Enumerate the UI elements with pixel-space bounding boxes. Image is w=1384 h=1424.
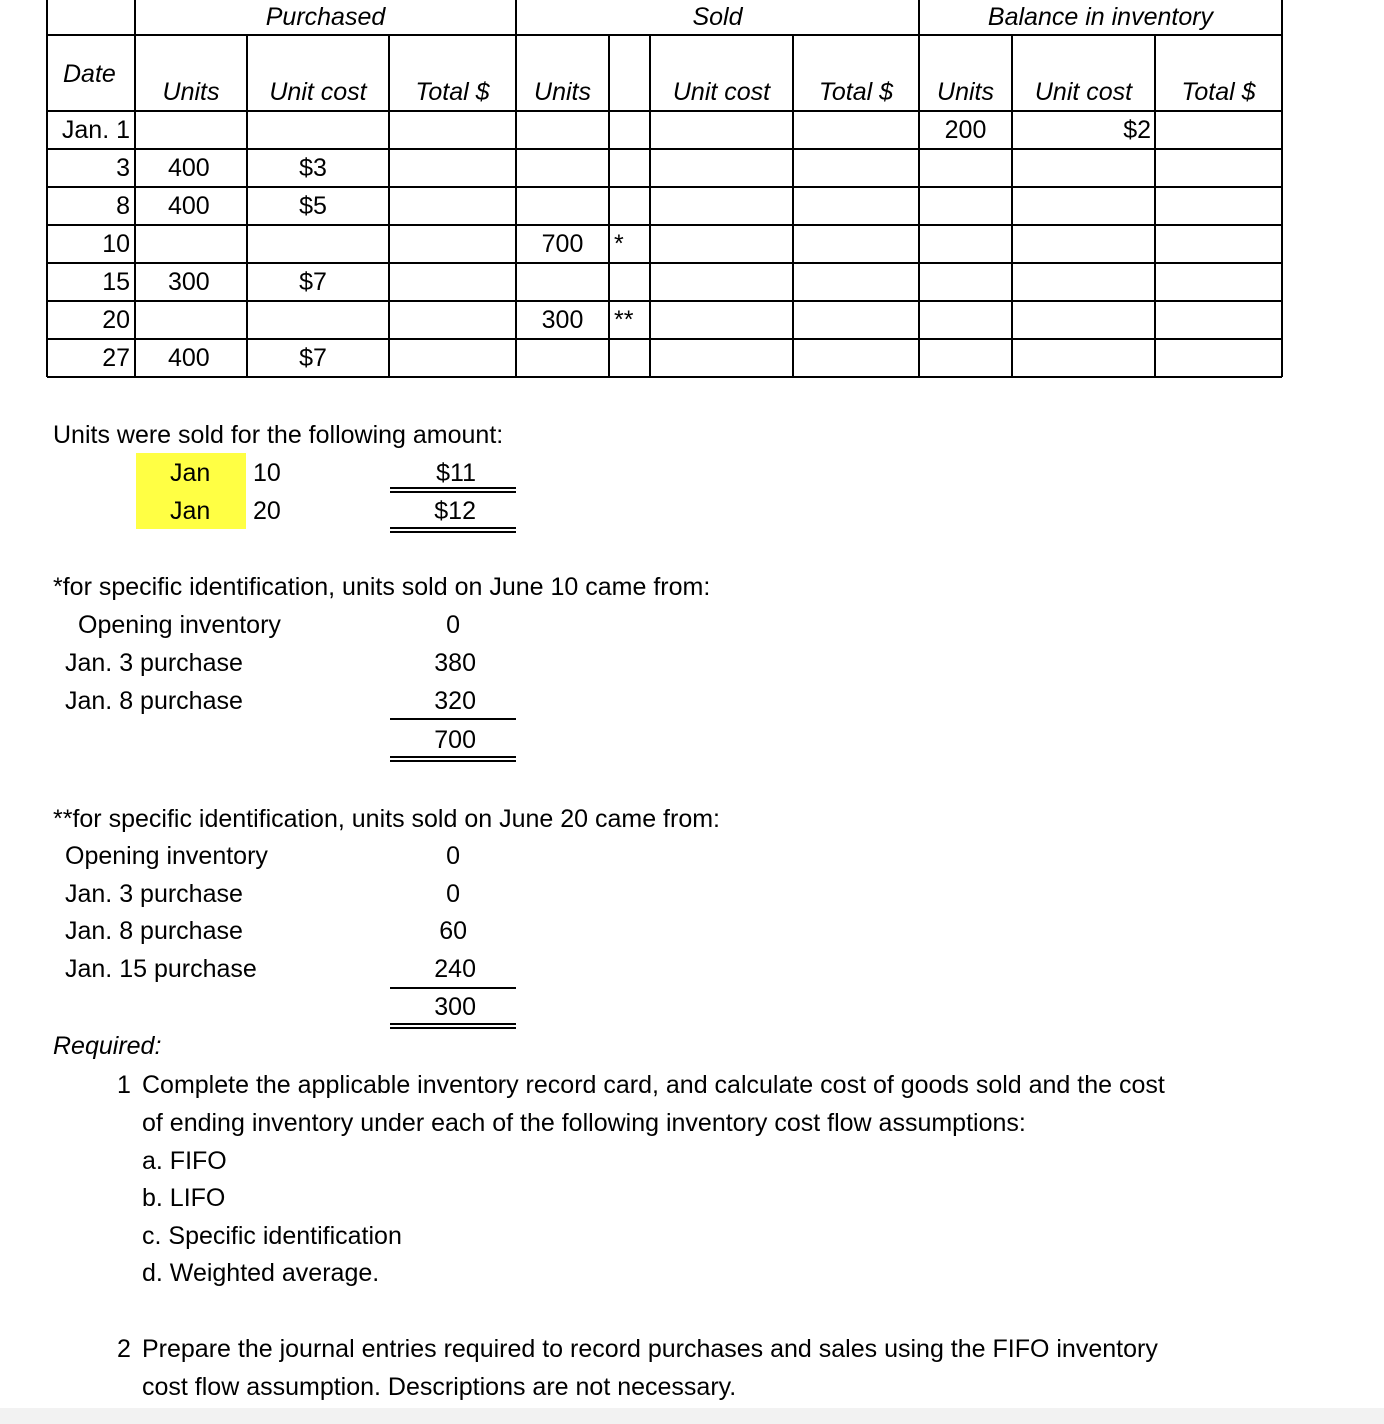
question-1-line-2: of ending inventory under each of the following inventory cost flow assumptions:: [142, 1109, 1026, 1137]
spec2-value: 0: [446, 842, 460, 870]
question-2-line-2: cost flow assumption. Descriptions are not necessary.: [142, 1373, 737, 1401]
sale-month: Jan: [170, 497, 211, 525]
question-2-line-1: Prepare the journal entries required to record purchases and sales using the FIFO inventory: [142, 1335, 1158, 1363]
col-header-purchased-unit-cost: Unit cost: [269, 78, 367, 106]
spec2-title: **for specific identification, units sold on June 20 came from:: [53, 805, 721, 833]
spec2-label: Jan. 15 purchase: [65, 955, 257, 983]
spec1-value: 0: [446, 611, 460, 639]
spec1-label: Jan. 8 purchase: [65, 687, 243, 715]
col-header-sold-total: Total $: [818, 78, 894, 106]
option-fifo: a. FIFO: [142, 1147, 227, 1175]
inventory-table-grid: [0, 0, 1384, 380]
table-cell-purchased-unit-cost: $3: [299, 154, 327, 182]
bottom-scroll-strip: [0, 1408, 1384, 1424]
option-weighted-average: d. Weighted average.: [142, 1259, 380, 1287]
group-header-sold: Sold: [692, 3, 743, 31]
col-header-sold-units: Units: [534, 78, 591, 106]
table-cell-balance-units: 200: [944, 116, 987, 144]
table-cell-date: 10: [102, 230, 130, 258]
spec1-value: 380: [434, 649, 476, 677]
spec1-value: 320: [434, 687, 476, 715]
col-header-balance-unit-cost: Unit cost: [1034, 78, 1133, 106]
double-underline: [390, 487, 516, 493]
table-cell-date: 15: [102, 268, 130, 296]
table-cell-purchased-units: 400: [168, 344, 210, 372]
group-header-balance: Balance in inventory: [987, 3, 1214, 31]
spec2-label: Opening inventory: [65, 842, 268, 870]
sale-price: $12: [434, 497, 476, 525]
single-underline: [390, 987, 516, 989]
table-cell-sold-marker: **: [614, 306, 634, 334]
table-cell-purchased-units: 400: [168, 154, 210, 182]
spec2-value: 240: [434, 955, 476, 983]
col-header-purchased-total: Total $: [415, 78, 490, 106]
table-cell-purchased-units: 300: [168, 268, 210, 296]
table-cell-purchased-unit-cost: $5: [299, 192, 327, 220]
spec2-total: 300: [434, 993, 476, 1021]
sale-month: Jan: [170, 459, 211, 487]
table-cell-purchased-unit-cost: $7: [299, 268, 327, 296]
col-header-purchased-units: Units: [162, 78, 220, 106]
spec2-label: Jan. 3 purchase: [65, 880, 243, 908]
option-specific-identification: c. Specific identification: [142, 1222, 402, 1250]
table-cell-purchased-unit-cost: $7: [299, 344, 327, 372]
spec2-value: 0: [446, 880, 460, 908]
table-cell-date: Jan. 1: [61, 116, 130, 144]
col-header-balance-units: Units: [937, 78, 994, 106]
question-2-number: 2: [117, 1335, 131, 1363]
single-underline: [390, 718, 516, 720]
table-cell-date: 20: [102, 306, 130, 334]
table-cell-balance-unit-cost: $2: [1123, 116, 1151, 144]
table-cell-date: 27: [102, 344, 130, 372]
spec2-value: 60: [439, 917, 467, 945]
double-underline: [390, 756, 516, 762]
table-cell-date: 8: [116, 192, 130, 220]
table-cell-date: 3: [116, 154, 130, 182]
sales-intro: Units were sold for the following amount:: [53, 421, 504, 449]
option-lifo: b. LIFO: [142, 1184, 226, 1212]
group-header-purchased: Purchased: [265, 3, 386, 31]
table-cell-sold-units: 300: [541, 306, 584, 334]
double-underline: [390, 527, 516, 533]
required-heading: Required:: [53, 1032, 162, 1060]
question-1-number: 1: [117, 1071, 131, 1099]
col-header-sold-unit-cost: Unit cost: [672, 78, 771, 106]
sale-day: 10: [253, 459, 281, 487]
sale-day: 20: [253, 497, 281, 525]
col-header-date: Date: [63, 60, 116, 88]
col-header-balance-total: Total $: [1181, 78, 1256, 106]
spec1-title: *for specific identification, units sold on June 10 came from:: [53, 573, 711, 601]
double-underline: [390, 1023, 516, 1029]
sale-price: $11: [436, 459, 476, 487]
table-cell-sold-units: 700: [541, 230, 584, 258]
spec1-label: Jan. 3 purchase: [65, 649, 243, 677]
spec1-total: 700: [434, 726, 476, 754]
table-cell-sold-marker: *: [614, 230, 624, 258]
spec2-label: Jan. 8 purchase: [65, 917, 243, 945]
table-cell-purchased-units: 400: [168, 192, 210, 220]
question-1-line-1: Complete the applicable inventory record card, and calculate cost of goods sold and the cost: [142, 1071, 1165, 1099]
spec1-label: Opening inventory: [78, 611, 281, 639]
